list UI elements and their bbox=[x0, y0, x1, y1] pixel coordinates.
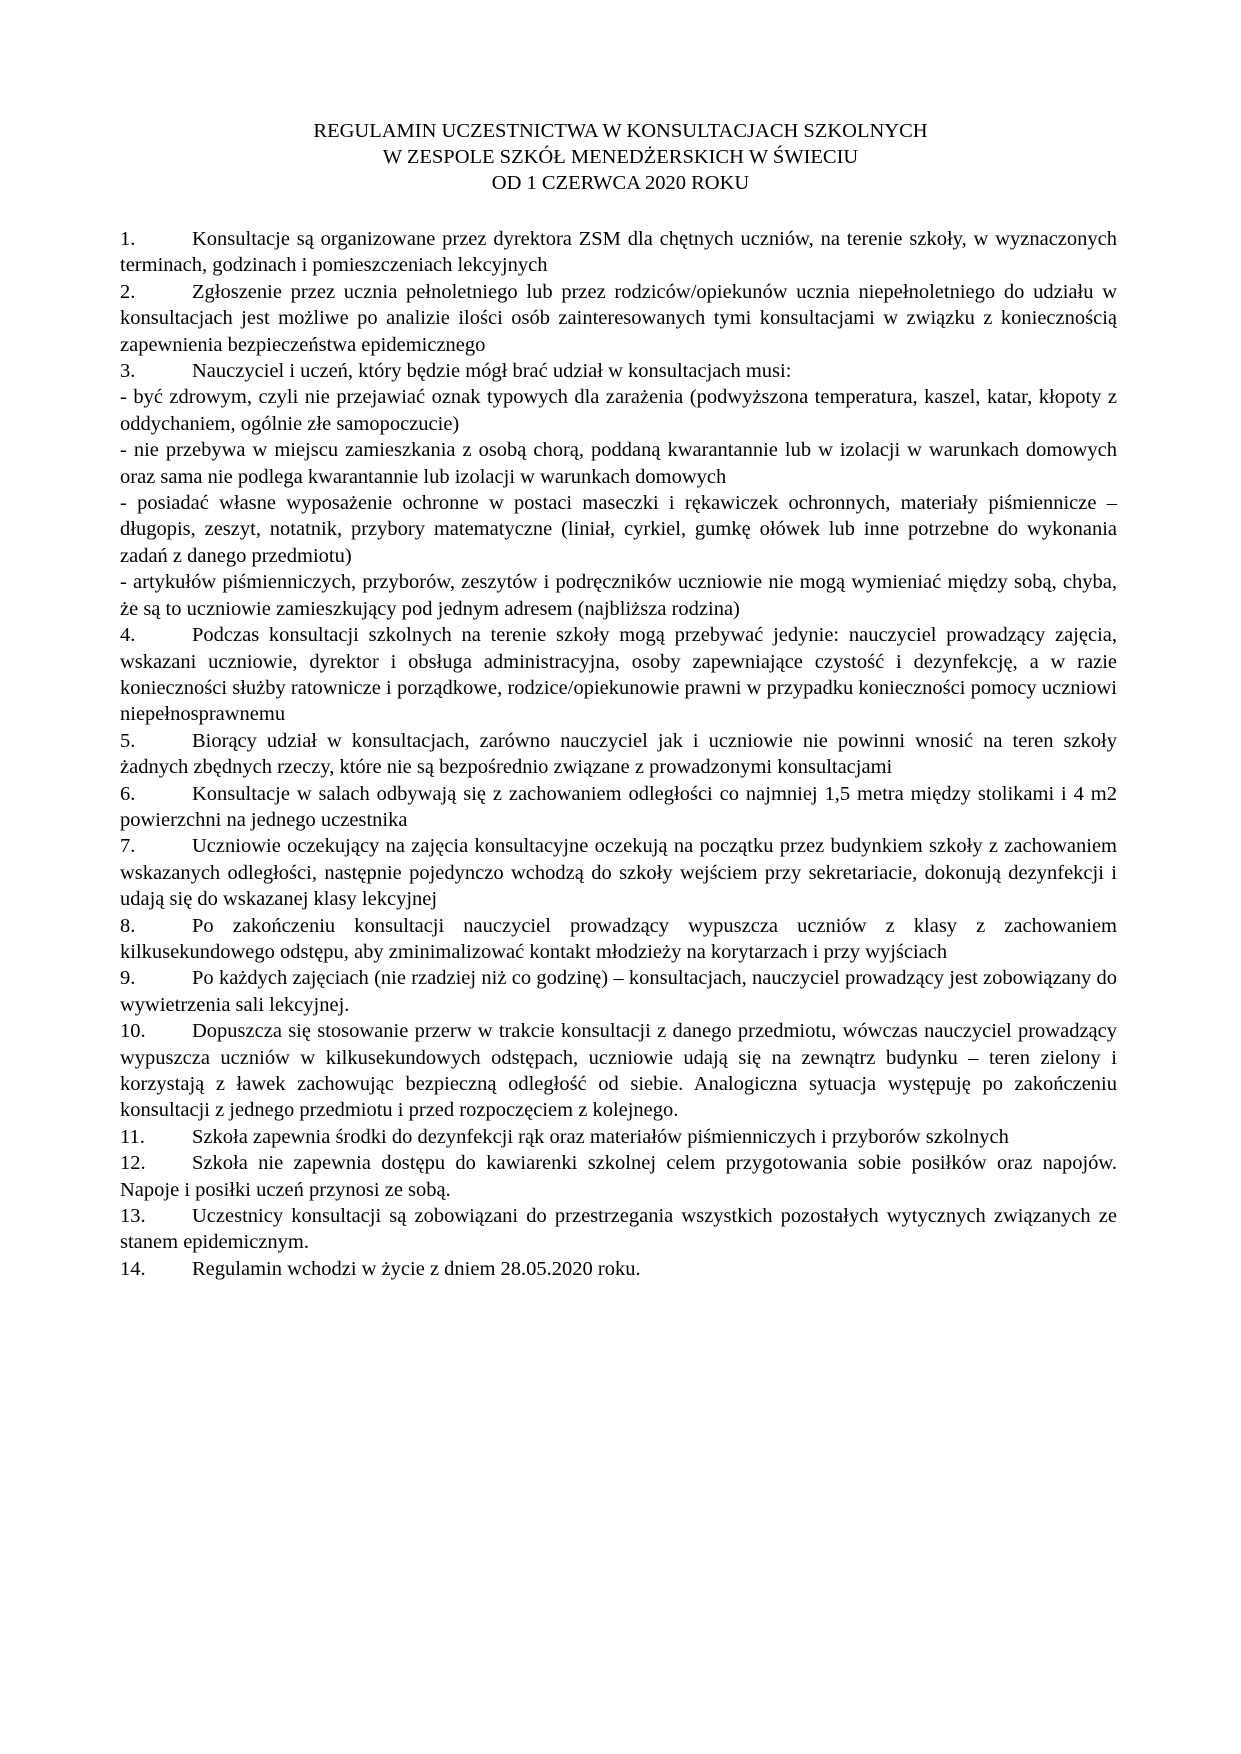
list-item bbox=[120, 226, 1117, 279]
list-item bbox=[120, 358, 1117, 384]
regulations-body bbox=[120, 226, 1117, 1282]
item-number: 1. bbox=[120, 228, 136, 250]
item-text: Podczas konsultacji szkolnych na terenie szkoły mogą przebywać jedynie: nauczyciel prowadzący zajęcia, wskazani uczniowie, dyrektor i obsługa administracyjna, osoby zapewniające czystość i dezynfekcję, a w razie konieczności służby ratownicze i porządkowe, rodzice/opiekunowie prawni w przypadku konieczności pomocy uczniowi niepełnosprawnemu bbox=[120, 624, 1117, 726]
item-text: Po zakończeniu konsultacji nauczyciel prowadzący wypuszcza uczniów z klasy z zachowaniem kilkusekundowego odstępu, aby zminimalizować kontakt młodzieży na korytarzach i przy wyjściach bbox=[120, 914, 1117, 963]
list-item bbox=[120, 781, 1117, 834]
list-item bbox=[120, 1203, 1117, 1256]
list-item bbox=[120, 279, 1117, 358]
item-text: Nauczyciel i uczeń, który będzie mógł brać udział w konsultacjach musi: bbox=[192, 360, 792, 383]
item-number: 3. bbox=[120, 360, 136, 383]
item-text: Szkoła nie zapewnia dostępu do kawiarenki szkolnej celem przygotowania sobie posiłków oraz napojów. Napoje i posiłki uczeń przynosi ze sobą. bbox=[120, 1152, 1117, 1201]
list-item bbox=[120, 913, 1117, 966]
item-text: Po każdych zajęciach (nie rzadziej niż co godzinę) – konsultacjach, nauczyciel prowadzący jest zobowiązany do wywietrzenia sali lekcyjnej. bbox=[120, 967, 1117, 1016]
title-line: W ZESPOLE SZKÓŁ MENEDŻERSKICH W ŚWIECIU bbox=[382, 146, 859, 168]
item-text: Konsultacje w salach odbywają się z zachowaniem odległości co najmniej 1,5 metra między stolikami i 4 m2 powierzchni na jednego uczestnika bbox=[120, 782, 1117, 831]
requirement-item: - być zdrowym, czyli nie przejawiać oznak typowych dla zarażenia (podwyższona temperatura, kaszel, katar, kłopoty z oddychaniem, ogólnie złe samopoczucie) bbox=[120, 386, 1117, 435]
list-item bbox=[120, 622, 1117, 728]
item-number: 8. bbox=[120, 914, 136, 937]
document-title bbox=[120, 118, 1121, 196]
item-text: Dopuszcza się stosowanie przerw w trakcie konsultacji z danego przedmiotu, wówczas nauczyciel prowadzący wypuszcza uczniów w kilkusekundowych odstępach, uczniowie udają się na zewnątrz budynku – teren zielony i korzystają z ławek zachowując bezpieczną odległość od siebie. Analogiczna sytuacja występuję po zakończeniu konsultacji z jednego przedmiotu i przed rozpoczęciem z kolejnego. bbox=[120, 1020, 1117, 1122]
item-number: 4. bbox=[120, 624, 136, 647]
item-text: Szkoła zapewnia środki do dezynfekcji rąk oraz materiałów piśmienniczych i przyborów szkolnych bbox=[192, 1125, 1009, 1148]
item-number: 14. bbox=[120, 1257, 146, 1280]
item-text: Regulamin wchodzi w życie z dniem 28.05.2020 roku. bbox=[192, 1257, 641, 1280]
item-number: 2. bbox=[120, 280, 136, 303]
item-number: 6. bbox=[120, 782, 136, 805]
requirement-item: - nie przebywa w miejscu zamieszkania z osobą chorą, poddaną kwarantannie lub w izolacji w warunkach domowych oraz sama nie podlega kwarantannie lub izolacji w warunkach domowych bbox=[120, 439, 1117, 488]
item-number: 9. bbox=[120, 967, 136, 990]
list-item bbox=[120, 728, 1117, 781]
requirement-item: - artykułów piśmienniczych, przyborów, zeszytów i podręczników uczniowie nie mogą wymieniać między sobą, chyba, że są to uczniowie zamieszkujący pod jednym adresem (najbliższa rodzina) bbox=[120, 571, 1117, 620]
item-text: Biorący udział w konsultacjach, zarówno nauczyciel jak i uczniowie nie powinni wnosić na teren szkoły żadnych zbędnych rzeczy, które nie są bezpośrednio związane z prowadzonymi konsultacjami bbox=[120, 729, 1117, 779]
item-text: Uczestnicy konsultacji są zobowiązani do przestrzegania wszystkich pozostałych wytycznych związanych ze stanem epidemicznym. bbox=[120, 1205, 1117, 1254]
item-text: Uczniowie oczekujący na zajęcia konsultacyjne oczekują na początku przez budynkiem szkoły z zachowaniem wskazanych odległości, następnie pojedynczo wchodzą do szkoły wejściem przy sekretariacie, dokonują dezynfekcji i udają się do wskazanej klasy lekcyjnej bbox=[120, 835, 1117, 911]
item-text: Konsultacje są organizowane przez dyrektora ZSM dla chętnych uczniów, na terenie szkoły, w wyznaczonych terminach, godzinach i pomieszczeniach lekcyjnych bbox=[120, 228, 1117, 277]
item-number: 13. bbox=[120, 1205, 146, 1228]
requirement-item: - posiadać własne wyposażenie ochronne w postaci maseczki i rękawiczek ochronnych, materiały piśmiennicze – długopis, zeszyt, notatnik, przybory matematyczne (liniał, cyrkiel, gumkę ołówek lub inne potrzebne do wykonania zadań z danego przedmiotu) bbox=[120, 492, 1117, 567]
item-number: 10. bbox=[120, 1020, 146, 1043]
list-item bbox=[120, 1150, 1117, 1203]
list-item bbox=[120, 965, 1117, 1018]
list-item bbox=[120, 1124, 1117, 1150]
item-number: 11. bbox=[120, 1125, 145, 1148]
title-line: REGULAMIN UCZESTNICTWA W KONSULTACJACH SZKOLNYCH bbox=[313, 120, 928, 142]
list-item bbox=[120, 1256, 1117, 1282]
item-number: 12. bbox=[120, 1152, 146, 1175]
item-number: 7. bbox=[120, 835, 136, 858]
item-text: Zgłoszenie przez ucznia pełnoletniego lub przez rodziców/opiekunów ucznia niepełnoletniego do udziału w konsultacjach jest możliwe po analizie ilości osób zainteresowanych tymi konsultacjami w związku z koniecznością zapewnienia bezpieczeństwa epidemicznego bbox=[120, 280, 1117, 356]
list-item bbox=[120, 1018, 1117, 1124]
list-item bbox=[120, 833, 1117, 912]
title-line: OD 1 CZERWCA 2020 ROKU bbox=[491, 172, 750, 194]
item-number: 5. bbox=[120, 729, 136, 752]
